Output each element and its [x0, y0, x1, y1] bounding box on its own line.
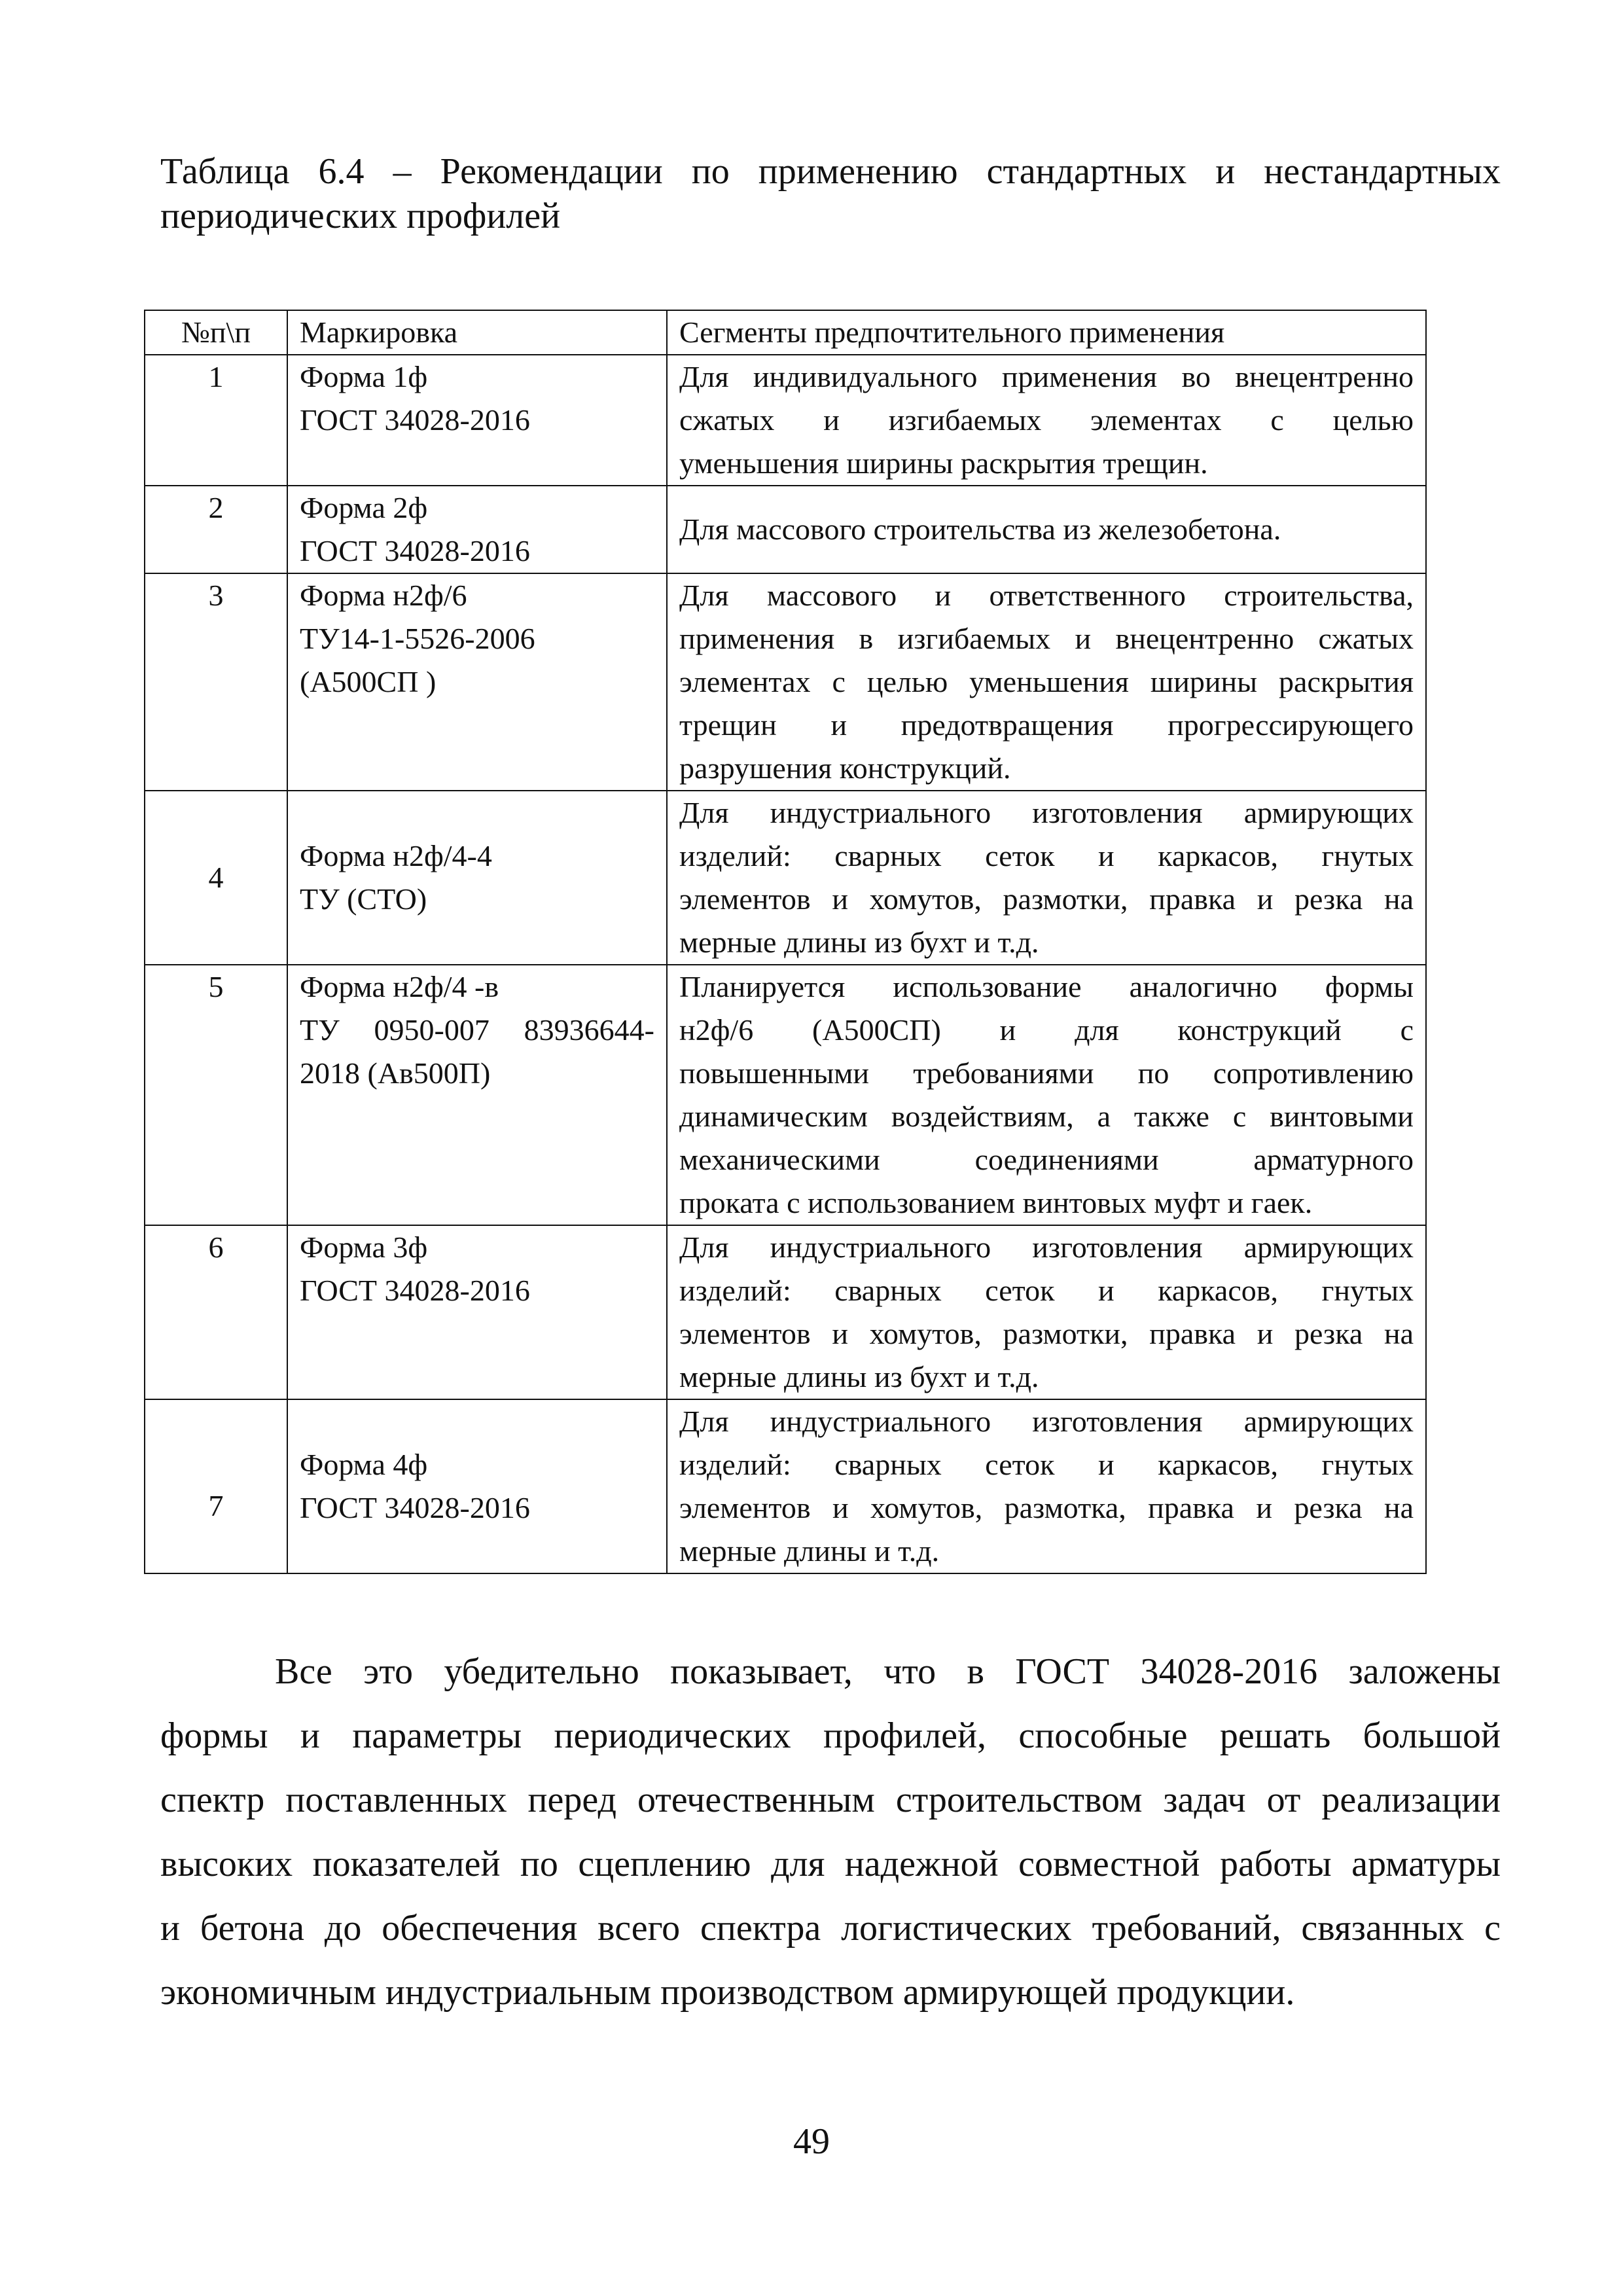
- segment-line: Планируется использование аналогично формы: [679, 970, 1414, 1003]
- row-segment: [667, 1399, 1426, 1573]
- marking-line: ГОСТ 34028-2016: [300, 403, 530, 437]
- marking-line: ТУ (СТО): [300, 882, 427, 916]
- segment-line: Для индивидуального применения во внецентренно: [679, 360, 1414, 393]
- segment-line: Для индустриального изготовления армирующих: [679, 1405, 1414, 1438]
- table-row: [145, 965, 1426, 1225]
- segment-line: динамическим воздействиям, а также с винтовыми: [679, 1100, 1414, 1133]
- marking-line: Форма 4ф: [300, 1448, 428, 1481]
- row-segment: [667, 965, 1426, 1225]
- row-number: 2: [145, 486, 287, 573]
- table-row: [145, 1225, 1426, 1399]
- segment-line: элементов и хомутов, размотки, правка и резка на: [679, 882, 1414, 916]
- table-row: [145, 355, 1426, 486]
- body-paragraph: [160, 1640, 1501, 2024]
- row-marking: [287, 486, 667, 573]
- segment-line: проката с использованием винтовых муфт и гаек.: [679, 1186, 1313, 1219]
- segment-line: элементах с целью уменьшения ширины раскрытия: [679, 665, 1414, 698]
- row-segment: [667, 791, 1426, 965]
- marking-line: 2018 (Ав500П): [300, 1056, 491, 1090]
- row-marking: [287, 355, 667, 486]
- table-caption: [160, 149, 1501, 238]
- paragraph-line: и бетона до обеспечения всего спектра логистических требований, связанных с: [160, 1908, 1501, 1948]
- row-number: 3: [145, 573, 287, 791]
- row-marking: [287, 965, 667, 1225]
- segment-line: применения в изгибаемых и внецентренно сжатых: [679, 622, 1414, 655]
- marking-line: Форма н2ф/4 -в: [300, 970, 499, 1003]
- row-marking: [287, 1399, 667, 1573]
- segment-line: мерные длины из бухт и т.д.: [679, 925, 1039, 959]
- segment-line: трещин и предотвращения прогрессирующего: [679, 708, 1414, 742]
- profiles-table: [144, 310, 1427, 1574]
- segment-line: разрушения конструкций.: [679, 751, 1011, 785]
- row-number: 5: [145, 965, 287, 1225]
- segment-line: сжатых и изгибаемых элементах с целью: [679, 403, 1414, 437]
- marking-line: ТУ14-1-5526-2006: [300, 622, 535, 655]
- table-row: [145, 791, 1426, 965]
- segment-line: механическими соединениями арматурного: [679, 1143, 1414, 1176]
- header-marking: Маркировка: [287, 310, 667, 355]
- segment-line: Для индустриального изготовления армирующих: [679, 1230, 1414, 1264]
- row-number: 1: [145, 355, 287, 486]
- row-number: 4: [145, 791, 287, 965]
- marking-line: Форма 2ф: [300, 491, 428, 524]
- row-marking: [287, 1225, 667, 1399]
- marking-line: ГОСТ 34028-2016: [300, 534, 530, 567]
- segment-line: элементов и хомутов, размотка, правка и резка на: [679, 1491, 1414, 1524]
- row-number: 7: [145, 1399, 287, 1573]
- caption-line: периодических профилей: [160, 196, 561, 236]
- marking-line: Форма 1ф: [300, 360, 428, 393]
- paragraph-line: формы и параметры периодических профилей, способные решать большой: [160, 1715, 1501, 1756]
- row-segment: [667, 355, 1426, 486]
- row-marking: [287, 791, 667, 965]
- marking-line: Форма н2ф/4-4: [300, 839, 492, 872]
- marking-line: ТУ 0950-007 83936644-: [300, 1013, 654, 1047]
- header-number: №п\п: [145, 310, 287, 355]
- marking-line: Форма н2ф/6: [300, 579, 467, 612]
- segment-line: Для массового и ответственного строительства,: [679, 579, 1414, 612]
- segment-line: изделий: сварных сеток и каркасов, гнутых: [679, 1448, 1414, 1481]
- row-segment: [667, 573, 1426, 791]
- caption-line: Таблица 6.4 – Рекомендации по применению стандартных и нестандартных: [160, 151, 1501, 192]
- row-marking: [287, 573, 667, 791]
- paragraph-line: высоких показателей по сцеплению для надежной совместной работы арматуры: [160, 1844, 1501, 1884]
- paragraph-line: спектр поставленных перед отечественным строительством задач от реализации: [160, 1780, 1501, 1820]
- segment-line: повышенными требованиями по сопротивлению: [679, 1056, 1414, 1090]
- paragraph-line: экономичным индустриальным производством армирующей продукции.: [160, 1972, 1295, 2013]
- segment-line: Для массового строительства из железобетона.: [679, 512, 1281, 546]
- segment-line: изделий: сварных сеток и каркасов, гнутых: [679, 1274, 1414, 1307]
- segment-line: н2ф/6 (А500СП) и для конструкций с: [679, 1013, 1414, 1047]
- header-segments: Сегменты предпочтительного применения: [667, 310, 1426, 355]
- paragraph-line: Все это убедительно показывает, что в ГОСТ 34028-2016 заложены: [275, 1651, 1501, 1692]
- segment-line: мерные длины и т.д.: [679, 1534, 940, 1568]
- row-segment: [667, 486, 1426, 573]
- marking-line: ГОСТ 34028-2016: [300, 1274, 530, 1307]
- segment-line: изделий: сварных сеток и каркасов, гнутых: [679, 839, 1414, 872]
- table-row: [145, 1399, 1426, 1573]
- table-row: [145, 573, 1426, 791]
- table-header-row: [145, 310, 1426, 355]
- segment-line: мерные длины из бухт и т.д.: [679, 1360, 1039, 1393]
- row-number: 6: [145, 1225, 287, 1399]
- segment-line: Для индустриального изготовления армирующих: [679, 796, 1414, 829]
- marking-line: ГОСТ 34028-2016: [300, 1491, 530, 1524]
- page-number: 49: [793, 2121, 830, 2162]
- table-row: [145, 486, 1426, 573]
- segment-line: элементов и хомутов, размотки, правка и резка на: [679, 1317, 1414, 1350]
- row-segment: [667, 1225, 1426, 1399]
- segment-line: уменьшения ширины раскрытия трещин.: [679, 446, 1208, 480]
- marking-line: (А500СП ): [300, 665, 437, 698]
- marking-line: Форма 3ф: [300, 1230, 428, 1264]
